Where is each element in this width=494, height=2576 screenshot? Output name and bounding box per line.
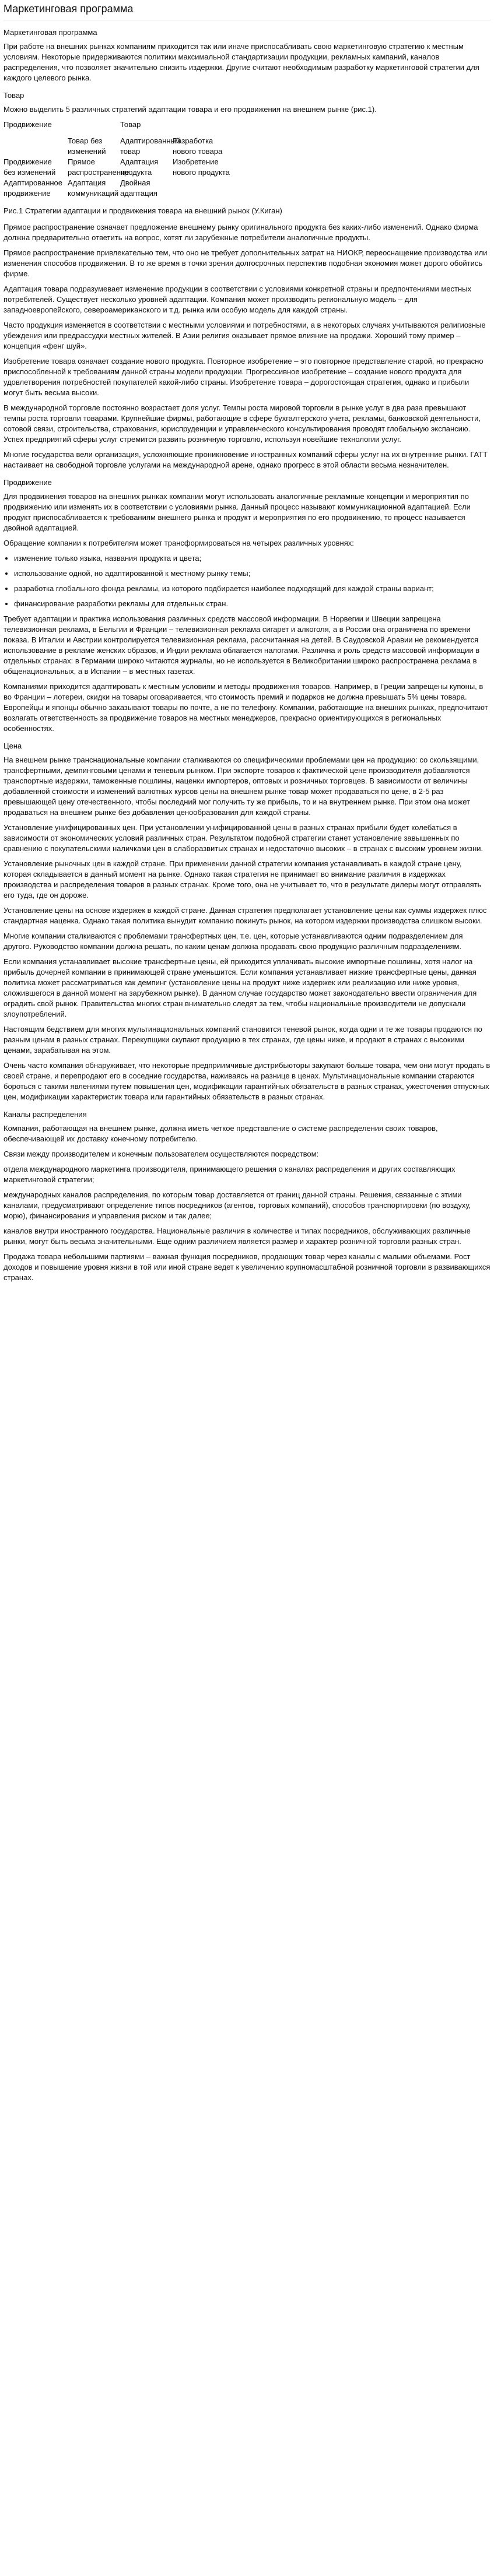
list-item: • использование одной, но адаптированной к местному рынку темы; xyxy=(14,568,491,579)
list-item: • разработка глобального фонда рекламы, из которого подбирается наиболее подходящий для каждой страны вариант; xyxy=(14,584,491,594)
paragraph: Прямое распространение привлекательно тем, что оно не требует дополнительных затрат на НИОКР, переоснащение производства или изменения способов продвижения. В то же время в точки зрения долгосрочных перспектив подобная экономия может дорого обойтись фирме. xyxy=(3,248,488,278)
paragraph: Если компания устанавливает высокие трансфертные цены, ей приходится уплачивать высокие импортные пошлины, хотя налог на прибыль дочерней компании в принимающей стране уменьшится. Если компания устанавливает низкие трансфертные цены, данная политика может рассматриваться как демпинг (установление цены на продукт ниже издержек или реализацию или ниже уровня, сложившегося в данной момент на зарубежном рынке). В данном случае государство может законодательно ввести ограничения для оградить свой рынок. Правительства многих стран внимательно следят за тем, чтобы национальные производители не допускали злоупотреблений. xyxy=(3,957,477,1018)
paragraph: Компаниями приходится адаптировать к местным условиям и методы продвижения товаров. Например, в Греции запрещены купоны, в во Франции – лотереи, скидки на товары оговаривается, что стоимость премий и подарков не должна превышать 5% цены товара. Европейцы и японцы обычно заказывают товары по почте, а не по телефону. Компании, работающие на внешних рынках, предпочитают возлагать ответственность за продвижение товаров на местных менеджеров, прекрасно ориентирующихся в региональных особенностях. xyxy=(3,682,488,733)
strategy-table-cell: Продвижение без изменений xyxy=(3,157,56,177)
list-item: • финансирование разработки рекламы для отдельных стран. xyxy=(14,599,491,609)
strategy-table-cell: Адаптированный товар xyxy=(120,136,181,156)
document-title: Маркетинговая программа xyxy=(3,2,491,20)
strategy-table-cell: Адаптация продукта xyxy=(120,157,159,177)
section-heading: Маркетинговая программа xyxy=(3,28,97,37)
section-heading: Каналы распределения xyxy=(3,1110,87,1119)
paragraph: Установление цены на основе издержек в каждой стране. Данная стратегия предполагает установление цены как суммы издержек плюс стандартная наценка. Однако такая политика вынудит компанию покинуть рынок, на котором издержки производства слишком высоки. xyxy=(3,906,487,925)
strategy-table-cell: Двойная адаптация xyxy=(120,178,157,198)
paragraph: В международной торговле постоянно возрастает доля услуг. Темпы роста мировой торговли в рынке услуг в два раза превышают темпы роста торговли товарами. Крупнейшие фирмы, работающие в сфере бухгалтерского учета, рекламы, банковской деятельности, сотовой связи, строительства, страхования, юриспруденции и управленческого консультирования проводят глобальную экспансию. Успех предприятий сферы услуг стремится развить розничную торговлю, используя новейшие технологии услуг. xyxy=(3,403,481,444)
strategy-table-cell: Прямое распространение xyxy=(68,157,129,177)
strategy-table-empty xyxy=(173,178,237,199)
strategy-table-header: Товар xyxy=(120,120,141,129)
levels-list xyxy=(14,553,491,609)
paragraph: Для продвижения товаров на внешних рынках компании могут использовать аналогичные рекламные концепции и мероприятия по продвижению или изменять их в соответствии с условиями рынка. Данный процесс называют коммуникационной адаптацией. Если продукт приспосабливается к требованиям внешнего рынка и продукт и мероприятия по его продвижению, то процесс называется двойной адаптацией. xyxy=(3,492,471,532)
paragraph: Очень часто компания обнаруживает, что некоторые предприимчивые дистрибьюторы закупают больше товара, чем они могут продать в своей стране, и перепродают его в соседние государства, наживаясь на разнице в ценах. Мультинациональные компании стараются бороться с такими явлениями путем повышения цен, модификации гарантийных обязательств в разных странах, ужесточения отпускных цен, модификации характеристик товара или гарантийных обязательств в разных странах. xyxy=(3,1061,491,1101)
strategy-table-cell: Товар без изменений xyxy=(68,136,106,156)
paragraph: Установление рыночных цен в каждой стране. При применении данной стратегии компания устанавливать в каждой стране цену, которая складывается в данный момент на рынке. Однако такая стратегия не принимает во внимание различия в издержках производства и распределения товаров в разных странах. Кроме того, она не учитывает то, что в результате дилеры могут отправлять его туда, где он дороже. xyxy=(3,859,482,899)
paragraph: При работе на внешних рынках компаниям приходится так или иначе приспосабливать свою маркетинговую стратегию к местным условиям. Некоторые придерживаются политики максимальной стандартизации продукции, рекламных кампаний, каналов распределения, что позволяет значительно снизить издержки. Другие считают необходимым разработку маркетинговой стратегии для каждого целевого рынка. xyxy=(3,42,479,82)
paragraph: международных каналов распределения, по которым товар доставляется от границ данной страны. Решения, связанные с этими каналами, предусматривают определение типов посредников (агентов, торговых компаний), способов транспортировки (по воздуху, морю), финансирования и управления риском и так далее; xyxy=(3,1190,471,1220)
paragraph: Настоящим бедствием для многих мультинациональных компаний становится теневой рынок, когда одни и те же товары продаются по разным ценам в разных странах. Перекупщики скупают продукцию в тех странах, где цены ниже, и продают в странах с высокими ценами, зарабатывая на этом. xyxy=(3,1025,482,1055)
section-heading: Товар xyxy=(3,91,24,100)
strategy-table-header: Продвижение xyxy=(3,120,52,129)
strategy-table-cell: Адаптация коммуникаций xyxy=(68,178,119,198)
section-heading: Цена xyxy=(3,741,22,750)
figure-caption: Рис.1 Стратегии адаптации и продвижения товара на внешний рынок (У.Киган) xyxy=(3,206,282,215)
section-heading: Продвижение xyxy=(3,478,52,487)
paragraph: На внешнем рынке транснациональные компании сталкиваются со специфическими проблемами цен на продукцию: со скользящими, трансфертными, демпинговыми ценами и теневым рынком. При экспорте товаров к фактической цене производителя добавляются транспортные издержки, таможенные пошлины, наценки импортеров, оптовых и розничных торговцев. В зависимости от величины добавленной стоимости и изменений валютных курсов цены на внешнем рынке товар может продаваться по цене, в 2-5 раз превышающей цену отечественного, чтобы последний мог получить ту же прибыль, то и на внутреннем рынке. При этом она может продаваться на внешнем рынке без добавления ценообразования для каждой страны. xyxy=(3,755,479,817)
paragraph: каналов внутри иностранного государства. Национальные различия в количестве и типах посредников, обслуживающих различные рынки, могут быть весьма значительными. Еще одним различием является размер и характер розничной торговли разных стран. xyxy=(3,1227,471,1246)
paragraph: Изобретение товара означает создание нового продукта. Повторное изобретение – это повторное представление старой, но прекрасно приспособленной к требованиям данной страны модели продукции. Прогрессивное изобретение – создание нового продукта для удовлетворения потребностей покупателей какой-либо страны. Изобретение товара – дорогостоящая стратегия, однако и прибыли могут быть весьма высоки. xyxy=(3,357,484,397)
paragraph: Установление унифицированных цен. При установлении унифицированной цены в разных странах прибыли будет колебаться в зависимости от экономических условий различных стран. Результатом подобной стратегии станет установление завышенных по сравнению с покупательскими наличками цен в слаборазвитых странах и недостаточно высоких – в странах с высоким уровнем жизни. xyxy=(3,823,484,853)
strategy-table xyxy=(3,120,491,199)
strategy-table-cell: Адаптированное продвижение xyxy=(3,178,63,198)
paragraph: Обращение компании к потребителям может трансформироваться на четырех различных уровнях: xyxy=(3,539,354,547)
paragraph: Продажа товара небольшими партиями – важная функция посредников, продающих товар через каналы с малыми объемами. Рост доходов и повышение уровня жизни в той или иной стране ведет к увеличению крупномасштабной розничной торговли в развивающихся странах. xyxy=(3,1252,491,1282)
strategy-table-empty xyxy=(173,120,237,130)
paragraph: Многие компании сталкиваются с проблемами трансфертных цен, т.е. цен, которые устанавливаются одним подразделением для другого. Руководство компании должна решать, по каким ценам должна продавать свою продукцию различным подразделениям. xyxy=(3,932,463,951)
strategy-table-cell: Изобретение нового продукта xyxy=(173,157,230,177)
paragraph: Адаптация товара подразумевает изменение продукции в соответствии с условиями конкретной страны и предпочтениями местных потребителей. Существует несколько уровней адаптации. Компания может производить региональную модель – для западноевропейского, североамериканского и т.д. рынка или особую модель для каждой страны. xyxy=(3,284,471,314)
paragraph: отдела международного маркетинга производителя, принимающего решения о каналах распределения и других составляющих маркетинговой стратегии; xyxy=(3,1165,456,1184)
document-page xyxy=(0,2,494,1283)
paragraph: Прямое распространение означает предложение внешнему рынку оригинального продукта без каких-либо изменений. Однако фирма должна предварительно ответить на вопрос, хотят ли зарубежные потребители аналогичные продукты. xyxy=(3,223,478,242)
strategy-table-cell: Разработка нового товара xyxy=(173,136,223,156)
paragraph: Многие государства вели организация, усложняющие проникновение иностранных компаний сферы услуг на их внутренние рынки. ГАТТ настаивает на свободной торговле услугами на международной арене, однако прогресс в этой области весьма незначителен. xyxy=(3,450,488,469)
strategy-table-empty xyxy=(3,136,68,157)
strategy-table-empty xyxy=(68,120,120,130)
paragraph: Часто продукция изменяется в соответствии с местными условиями и потребностями, а в некоторых случаях учитываются религиозные убеждения или предрассудки местных жителей. В Азии религия оказывает прямое влияние на продажи. Хороший тому пример – концепция «фенг шуй». xyxy=(3,321,486,350)
paragraph: Требует адаптации и практика использования различных средств массовой информации. В Норвегии и Швеции запрещена телевизионная реклама, в Бельгии и Франции – телевизионная реклама сигарет и алкоголя, а в России она ограничена по времени показа. В Италии и Австрии контролируется телевизионная реклама, рассчитанная на детей. В Саудовской Аравии не рекомендуется использование в рекламе женских образов, и Индии реклама облагается налогами. Различна и роль средств массовой информации в отдельных странах: в Германии широко читаются журналы, но не используется в Великобритании широко распространена реклама в общенациональных, а в Испании – в местных газетах. xyxy=(3,614,480,676)
paragraph: Компания, работающая на внешнем рынке, должна иметь четкое представление о системе распределения своих товаров, обеспечивающей их доставку конечному потребителю. xyxy=(3,1124,438,1143)
paragraph: Можно выделить 5 различных стратегий адаптации товара и его продвижения на внешнем рынке (рис.1). xyxy=(3,105,377,114)
list-item: • изменение только языка, названия продукта и цвета; xyxy=(14,553,491,564)
paragraph: Связи между производителем и конечным пользователем осуществляются посредством: xyxy=(3,1150,319,1158)
